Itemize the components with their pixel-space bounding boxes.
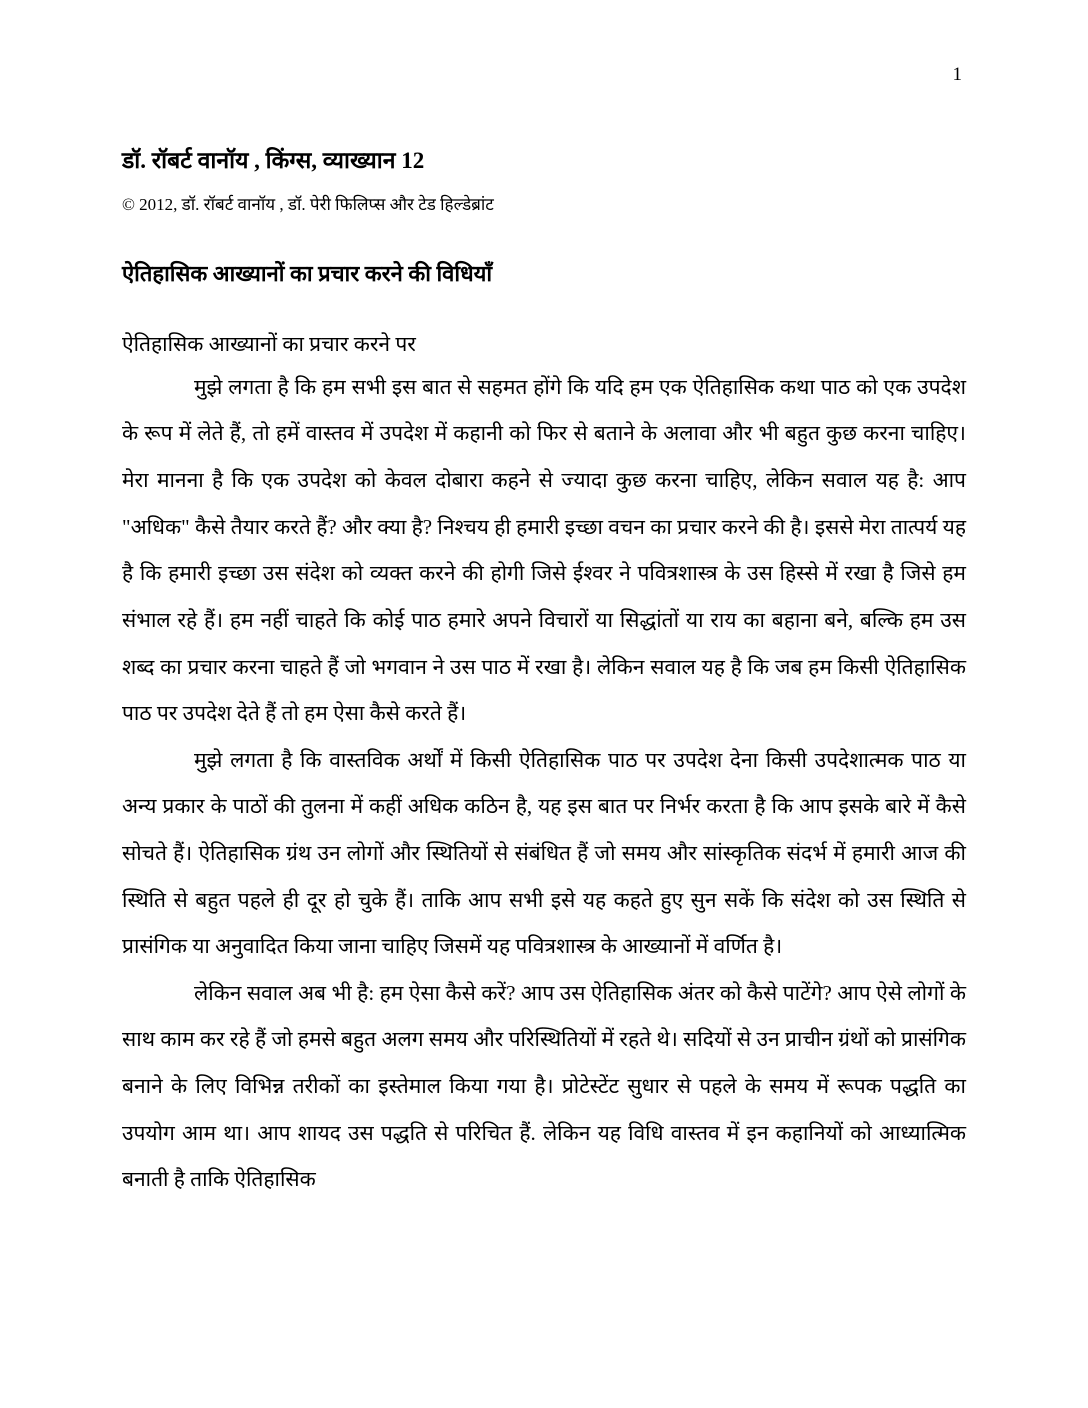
body-paragraph-3: लेकिन सवाल अब भी है: हम ऐसा कैसे करें? आप उस ऐतिहासिक अंतर को कैसे पाटेंगे? आप ऐसे लोगों के साथ काम कर रहे हैं जो हमसे बहुत अलग समय और परिस्थितियों में रहते थे। सदियों से उन प्राचीन ग्रंथों को प्रासंगिक बनाने के लिए विभिन्न तरीकों का इस्तेमाल किया गया है। प्रोटेस्टेंट सुधार से पहले के समय में रूपक पद्धति का उपयोग आम था। आप शायद उस पद्धति से परिचित हैं. लेकिन यह विधि वास्तव में इन कहानियों को आध्यात्मिक बनाती है ताकि ऐतिहासिक (122, 980, 966, 1192)
body-paragraph-2: मुझे लगता है कि वास्तविक अर्थों में किसी ऐतिहासिक पाठ पर उपदेश देना किसी उपदेशात्मक पाठ या अन्य प्रकार के पाठों की तुलना में कहीं अधिक कठिन है, यह इस बात पर निर्भर करता है कि आप इसके बारे में कैसे सोचते हैं। ऐतिहासिक ग्रंथ उन लोगों और स्थितियों से संबंधित हैं जो समय और सांस्कृतिक संदर्भ में हमारी आज की स्थिति से बहुत पहले ही दूर हो चुके हैं। ताकि आप सभी इसे यह कहते हुए सुन सकें कि संदेश को उस स्थिति से प्रासंगिक या अनुवादित किया जाना चाहिए जिसमें यह पवित्रशास्त्र के आख्यानों में वर्णित है। (122, 747, 966, 959)
page-number: 1 (952, 64, 962, 85)
body-paragraph-1: मुझे लगता है कि हम सभी इस बात से सहमत होंगे कि यदि हम एक ऐतिहासिक कथा पाठ को एक उपदेश के रूप में लेते हैं, तो हमें वास्तव में उपदेश में कहानी को फिर से बताने के अलावा और भी बहुत कुछ करना चाहिए। मेरा मानना है कि एक उपदेश को केवल दोबारा कहने से ज्यादा कुछ करना चाहिए, लेकिन सवाल यह है: आप "अधिक" कैसे तैयार करते हैं? और क्या है? निश्चय ही हमारी इच्छा वचन का प्रचार करने की है। इससे मेरा तात्पर्य यह है कि हमारी इच्छा उस संदेश को व्यक्त करने की होगी जिसे ईश्वर ने पवित्रशास्त्र के उस हिस्से में रखा है जिसे हम संभाल रहे हैं। हम नहीं चाहते कि कोई पाठ हमारे अपने विचारों या सिद्धांतों या राय का बहाना बने, बल्कि हम उस शब्द का प्रचार करना चाहते हैं जो भगवान ने उस पाठ में रखा है। लेकिन सवाल यह है कि जब हम किसी ऐतिहासिक पाठ पर उपदेश देते हैं तो हम ऐसा कैसे करते हैं। (122, 374, 966, 726)
section-heading: ऐतिहासिक आख्यानों का प्रचार करने की विधियाँ (122, 260, 493, 286)
document-title: डॉ. रॉबर्ट वानॉय , किंग्स, व्याख्यान 12 (122, 148, 425, 173)
copyright-line: © 2012, डॉ. रॉबर्ट वानॉय , डॉ. पेरी फिलिप्स और टेड हिल्डेब्रांट (122, 194, 494, 214)
section-subheading: ऐतिहासिक आख्यानों का प्रचार करने पर (122, 331, 416, 356)
